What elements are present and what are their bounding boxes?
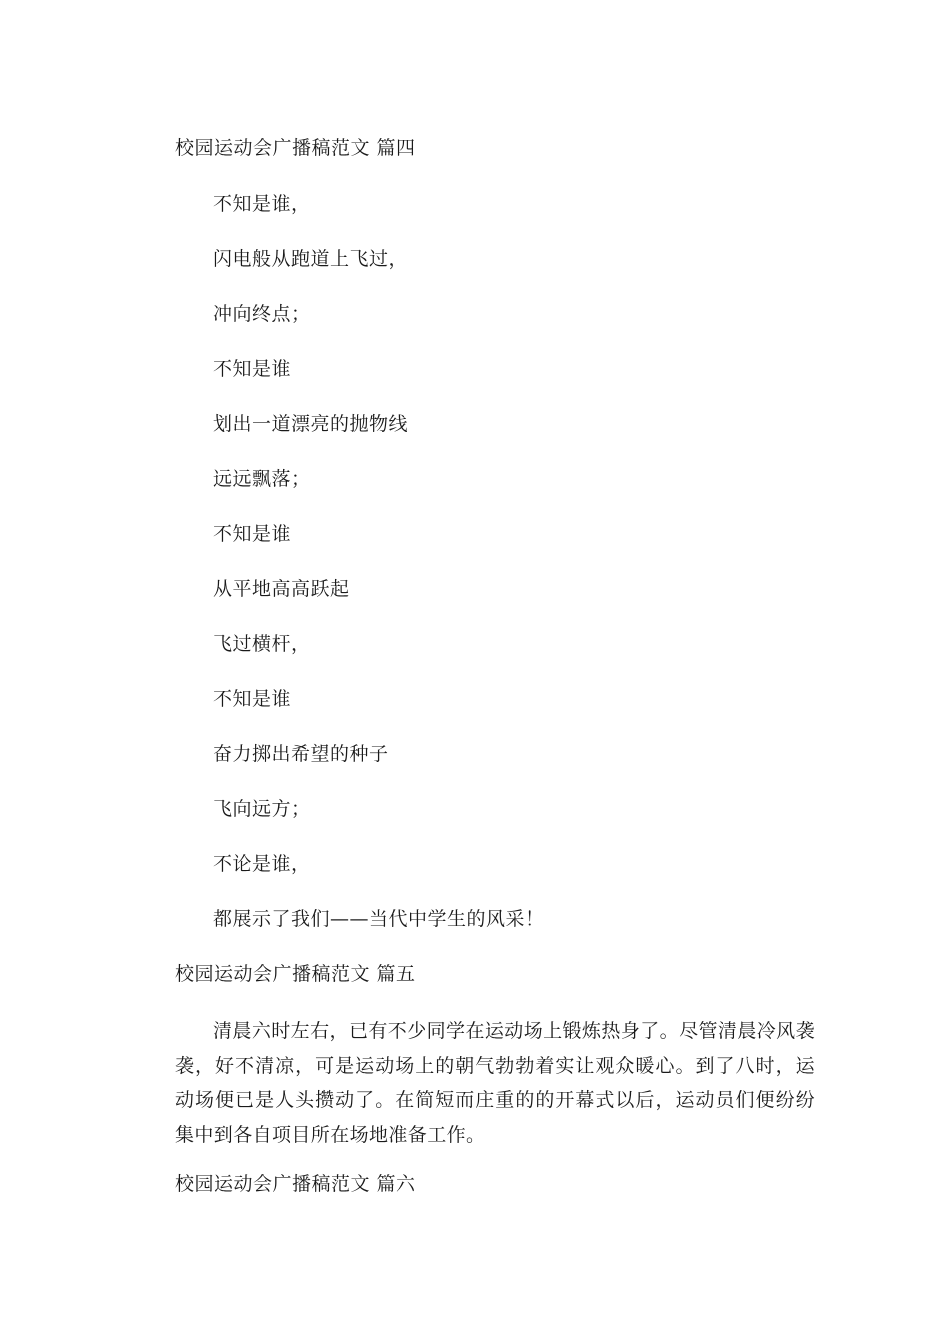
body-paragraph: 清晨六时左右，已有不少同学在运动场上锻炼热身了。尽管清晨冷风袭袭，好不清凉，可是运动场上的朝气勃勃着实让观众暖心。到了八时，运动场便已是人头攒动了。在简短而庄重的的开幕式以后，运动员们便纷纷集中到各自项目所在场地准备工作。 — [175, 1020, 815, 1146]
poem-line: 不论是谁， — [213, 853, 311, 875]
section-heading-5: 校园运动会广播稿范文 篇五 — [175, 963, 416, 985]
poem-line: 不知是谁 — [213, 688, 292, 710]
poem-line: 飞过横杆， — [213, 633, 311, 655]
poem-line: 飞向远方； — [213, 798, 311, 820]
section-heading-6: 校园运动会广播稿范文 篇六 — [175, 1173, 416, 1195]
section-heading-4: 校园运动会广播稿范文 篇四 — [175, 137, 416, 159]
poem-line: 不知是谁， — [213, 193, 311, 215]
poem-line: 远远飘落； — [213, 468, 311, 490]
poem-line: 奋力掷出希望的种子 — [213, 743, 389, 765]
poem-line: 不知是谁 — [213, 358, 292, 380]
poem-line: 冲向终点； — [213, 303, 311, 325]
poem-line: 不知是谁 — [213, 523, 292, 545]
poem-line: 都展示了我们——当代中学生的风采！ — [213, 908, 545, 930]
poem-line: 划出一道漂亮的抛物线 — [213, 413, 409, 435]
poem-line: 闪电般从跑道上飞过， — [213, 248, 409, 270]
poem-line: 从平地高高跃起 — [213, 578, 350, 600]
